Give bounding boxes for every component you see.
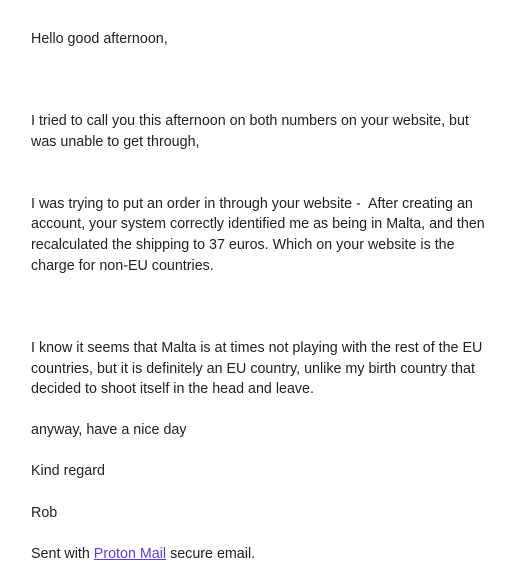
sender-name: Rob <box>31 504 58 521</box>
order-shipping-text: I was trying to put an order in through your website - After creating an account, your system correctly identified me as being in Malta, and then recalculated the shipping to 37 euros. Which on your website is the charge for non-EU countries. <box>31 195 489 274</box>
signature <box>31 544 496 565</box>
greeting: Hello good afternoon, <box>31 31 168 47</box>
email-body <box>31 29 496 585</box>
signature-prefix: Sent with <box>31 545 94 562</box>
call-attempt-text: I tried to call you this afternoon on both numbers on your website, but was unable to get through, <box>31 113 473 150</box>
proton-mail-link[interactable]: Proton Mail <box>93 545 167 562</box>
paragraph-order-issue <box>31 70 496 317</box>
closing-line: anyway, have a nice day <box>31 422 187 439</box>
signature-suffix: secure email. <box>166 545 256 562</box>
paragraph-malta-eu: I know it seems that Malta is at times not playing with the rest of the EU countries, but it is definitely an EU country, unlike my birth country that decided to shoot itself in the head and leave. <box>31 339 487 398</box>
sign-off: Kind regard <box>31 463 105 480</box>
